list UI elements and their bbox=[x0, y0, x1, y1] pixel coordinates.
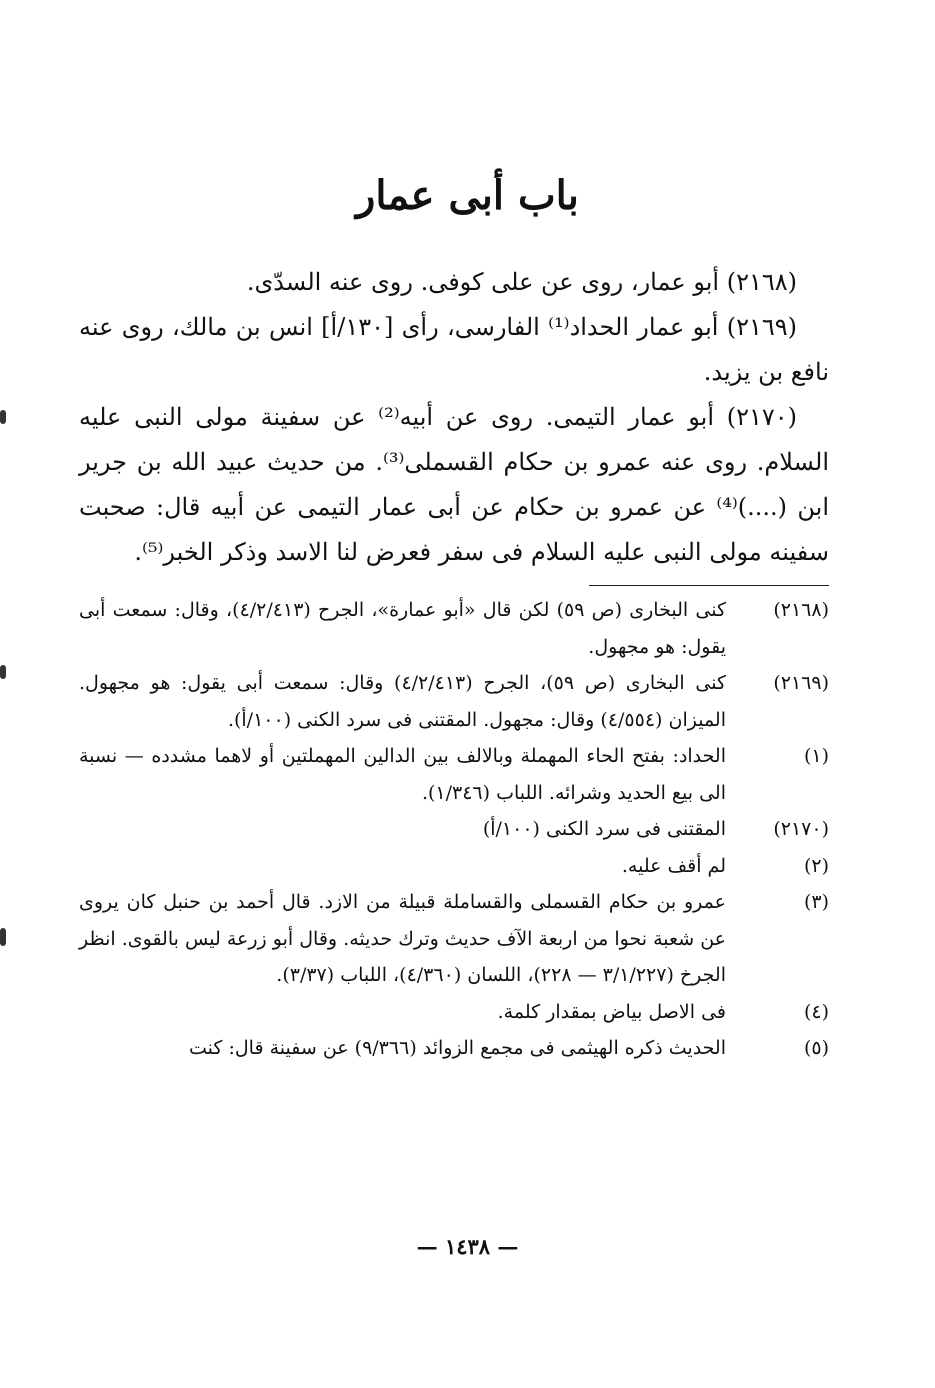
entry-2168: (٢١٦٨) أبو عمار، روى عن على كوفى. روى عنه السدّى. bbox=[246, 268, 797, 296]
margin-mark bbox=[0, 410, 6, 424]
footnote-text: المقتنى فى سرد الكنى (١٠٠/أ) bbox=[482, 818, 726, 840]
footnote-number: (٢١٧٠) bbox=[773, 818, 829, 840]
footnote-number: (٣) bbox=[803, 891, 829, 913]
footnote bbox=[79, 811, 829, 848]
footnote-text: عمرو بن حكام القسملى والقساملة قبيلة من الازد. قال أحمد بن حنبل كان يروى عن شعبة نحوا من اربعة الآف حديث وترك حديثه. وقال أبو زرعة ليس بالقوى. انظر الجرخ (٣/١/٢٢٧ — ٢٢٨)، اللسان (٤/٣٦٠)، اللباب (٣/٣٧). bbox=[79, 891, 726, 986]
footnote-number: (٢١٦٩) bbox=[773, 672, 829, 694]
entry-2169: (٢١٦٩) أبو عمار الحداد⁽¹⁾ الفارسى، رأى [١٣٠/أ] انس بن مالك، روى عنه نافع بن يزيد. bbox=[79, 313, 829, 386]
entry-2170: (٢١٧٠) أبو عمار التيمى. روى عن أبيه⁽²⁾ عن سفينة مولى النبى عليه السلام. روى عنه عمرو بن حكام القسملى⁽³⁾. من حديث عبيد الله بن جرير ابن (....)⁽⁴⁾ عن عمرو بن حكام عن أبى عمار التيمى عن أبيه قال: صحبت سفينه مولى النبى عليه السلام فى سفر فعرض لنا الاسد وذكر الخبر⁽⁵⁾. bbox=[79, 403, 830, 566]
footnote-number: (٤) bbox=[803, 1000, 829, 1023]
footnote-text: كنى البخارى (ص ٥٩)، الجرح (٤/٢/٤١٣) وقال: سمعت أبى يقول: هو مجهول. الميزان (٤/٥٥٤) وقال: مجهول. المقتنى فى سرد الكنى (١٠٠/أ). bbox=[79, 672, 726, 731]
footnote-number: (١) bbox=[803, 745, 829, 767]
chapter-title: باب أبى عمار bbox=[356, 172, 579, 219]
footnote-text: كنى البخارى (ص ٥٩) لكن قال «أبو عمارة»، الجرح (٤/٢/٤١٣)، وقال: سمعت أبى يقول: هو مجهول. bbox=[79, 599, 726, 658]
footnote-number: (٢١٦٨) bbox=[773, 599, 829, 621]
footnote bbox=[79, 884, 829, 994]
footnote-text: الحديث ذكره الهيثمى فى مجمع الزوائد (٩/٣٦٦) عن سفينة قال: كنت bbox=[189, 1037, 726, 1059]
page-number: — ١٤٣٨ — bbox=[416, 1234, 519, 1259]
footnote-text: لم أقف عليه. bbox=[621, 854, 726, 877]
footnote-number: (٥) bbox=[803, 1037, 829, 1059]
footnote bbox=[79, 1030, 829, 1067]
footnote bbox=[79, 848, 829, 885]
margin-mark bbox=[0, 928, 6, 946]
footnote-text: الحداد: بفتح الحاء المهملة وبالالف بين الدالين المهملتين أو لاهما مشدده — نسبة الى بيع الحديد وشرائه. اللباب (١/٣٤٦). bbox=[79, 745, 726, 804]
footnote-number: (٢) bbox=[803, 854, 829, 877]
main-text bbox=[79, 260, 829, 575]
footnote-text: فى الاصل بياض بمقدار كلمة. bbox=[497, 1000, 726, 1023]
footnote bbox=[79, 994, 829, 1031]
footnote bbox=[79, 592, 829, 665]
footnotes bbox=[79, 592, 829, 1067]
margin-mark bbox=[0, 665, 6, 679]
footnote-separator bbox=[589, 585, 829, 586]
footnote bbox=[79, 665, 829, 738]
footnote bbox=[79, 738, 829, 811]
